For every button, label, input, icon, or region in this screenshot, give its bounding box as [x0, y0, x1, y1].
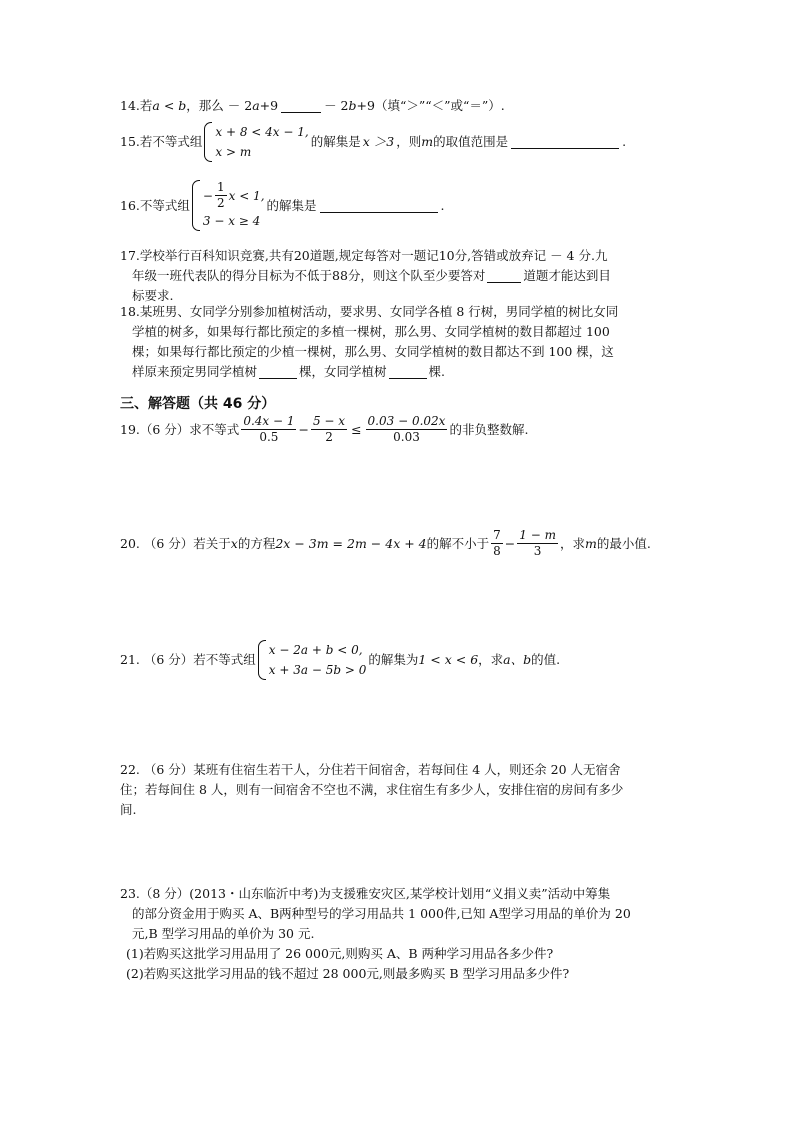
q21-inequality-system: [258, 640, 367, 680]
q20-fraction-2: [517, 528, 558, 559]
q15-system-line-1: x + 8 < 4x − 1,: [215, 125, 309, 139]
q20-text-d: ，求: [559, 535, 585, 551]
q18-line-3: 棵；如果每行都比预定的少植一棵树，那么男、女同学植树的数目都达不到 100 棵，这: [132, 344, 614, 359]
left-brace-icon: [258, 640, 266, 680]
q18-line-4-c: 棵.: [428, 364, 446, 379]
q19-fraction-2-numerator: 5 − x: [312, 414, 346, 428]
question-22: [120, 760, 700, 820]
q20-var-m: m: [584, 535, 597, 551]
q14-number: 14.: [120, 98, 140, 113]
q20-minus-sign: −: [504, 535, 516, 551]
question-21: [120, 640, 700, 680]
q20-text-c: 的解不小于: [426, 535, 490, 551]
q19-text-b: 的非负整数解.: [449, 421, 529, 437]
q19-fraction-1-denominator: 0.5: [259, 430, 279, 444]
q19-fraction-2-denominator: 2: [325, 430, 333, 444]
q18-boys-blank[interactable]: [259, 365, 297, 379]
q17-line-3: 标要求.: [132, 288, 174, 303]
section-heading: 三、解答题（共 46 分）: [120, 396, 276, 412]
q19-leq-sign: ≤: [351, 421, 362, 437]
question-15: [120, 122, 700, 162]
q18-line-1: 18.某班男、女同学分别参加植树活动，要求男、女同学各植 8 行树，男同学植的树比女同: [120, 304, 619, 319]
q19-fraction-2: [311, 414, 347, 445]
q16-text-b: 的解集是: [266, 197, 317, 213]
q19-fraction-3-numerator: 0.03 − 0.02x: [367, 414, 446, 428]
q14-text-a: 若: [139, 98, 153, 113]
q17-answer-blank[interactable]: [487, 269, 521, 283]
q18-girls-blank[interactable]: [389, 365, 427, 379]
q14-var-b: b: [348, 98, 357, 113]
q16-number: 16.: [120, 197, 140, 213]
q20-fraction-2-numerator: 1 − m: [519, 528, 556, 542]
q15-var: m: [421, 134, 434, 149]
q16-inequality-system: [192, 180, 265, 231]
q18-line-4-a: 样原来预定男同学植树: [132, 364, 258, 379]
q15-system-line-2: x > m: [215, 145, 252, 159]
q23-line-3: 元,B 型学习用品的单价为 30 元.: [132, 926, 315, 941]
left-brace-icon: [204, 122, 212, 162]
question-14: [120, 96, 700, 116]
question-23: [120, 884, 700, 984]
q18-line-4: [120, 362, 700, 382]
q22-line-3: 间.: [120, 802, 137, 817]
q20-text-b: 的方程: [237, 535, 276, 551]
q20-var-x: x: [230, 535, 238, 551]
q16-fraction-numerator: 1: [216, 180, 225, 194]
q16-minus-sign: −: [202, 188, 213, 203]
q17-line-2-a: 年级一班代表队的得分目标为不低于88分，则这个队至少要答对: [132, 268, 486, 283]
q20-fraction-2-denominator: 3: [533, 544, 542, 558]
q15-answer-blank[interactable]: [511, 135, 619, 149]
q23-line-1: 23.（8 分）(2013・山东临沂中考)为支援雅安灾区,某学校计划用“义捐义卖”活动中筹集: [120, 886, 611, 901]
q14-var-a: a: [252, 98, 260, 113]
q14-condition: a < b: [152, 98, 187, 113]
q21-system-line-1: x − 2a + b < 0,: [268, 643, 363, 657]
q16-end: .: [440, 197, 445, 213]
q17-line-2: [120, 266, 700, 286]
question-18: [120, 302, 700, 382]
q21-text-b: 的解集为: [368, 652, 419, 667]
q18-line-4-b: 棵，女同学植树: [299, 364, 387, 379]
question-17: [120, 246, 700, 306]
q16-system-line-2: 3 − x ≥ 4: [202, 214, 261, 228]
q19-fraction-1: [241, 414, 296, 445]
q16-fraction: [215, 180, 227, 211]
question-20: [120, 528, 700, 559]
q18-line-2: 学植的树多，如果每行都比预定的多植一棵树，那么男、女同学植树的数目都超过 100: [132, 324, 610, 339]
q23-line-2: 的部分资金用于购买 A、B两种型号的学习用品共 1 000件,已知 A型学习用品的单价为 20: [132, 906, 631, 921]
left-brace-icon: [192, 180, 200, 231]
q14-answer-blank[interactable]: [281, 99, 321, 113]
q22-line-2: 住；若每间住 8 人，则有一间宿舍不空也不满，求住宿生有多少人，安排住宿的房间有多少: [120, 782, 624, 797]
question-16: [120, 180, 700, 231]
q19-fraction-1-numerator: 0.4x − 1: [243, 414, 295, 428]
q20-equation: 2x − 3m = 2m − 4x + 4: [275, 535, 427, 551]
q21-vars: a、b: [503, 652, 532, 667]
q21-text-d: 的值.: [531, 652, 561, 667]
q15-text-b: 的解集是: [310, 134, 361, 149]
q14-text-d: － 2: [324, 98, 349, 113]
q15-text-d: 的取值范围是: [433, 134, 509, 149]
q21-condition: 1 < x < 6: [418, 652, 479, 667]
q19-text-a: 19.（6 分）求不等式: [120, 421, 240, 437]
q17-line-2-b: 道题才能达到目: [523, 268, 611, 283]
q16-text-a: 不等式组: [139, 197, 190, 213]
q22-line-1: 22. （6 分）某班有住宿生若干人，分住若干间宿舍，若每间住 4 人，则还余 20 人无宿舍: [120, 762, 621, 777]
q15-inequality-system: [204, 122, 308, 162]
q20-text-a: 20. （6 分）若关于: [120, 535, 231, 551]
q16-answer-blank[interactable]: [320, 199, 438, 213]
q23-subquestion-2: (2)若购买这批学习用品的钱不超过 28 000元,则最多购买 B 型学习用品多少件?: [126, 966, 570, 981]
q20-fraction-1: [491, 528, 503, 559]
q15-number: 15.: [120, 134, 140, 149]
q14-text-c: +9: [259, 98, 279, 113]
q19-fraction-3: [366, 414, 448, 445]
q21-system-line-2: x + 3a − 5b > 0: [268, 663, 367, 677]
q19-minus-sign: −: [298, 421, 309, 437]
question-19: [120, 414, 700, 445]
q21-text-c: ，求: [478, 652, 504, 667]
q14-text-b: ，那么 － 2: [186, 98, 253, 113]
q21-text-a: 21. （6 分）若不等式组: [120, 652, 256, 667]
q15-text-a: 若不等式组: [139, 134, 203, 149]
q15-end: .: [622, 134, 627, 149]
q16-fraction-denominator: 2: [216, 196, 225, 210]
q14-text-e: +9（填“＞”“＜”或“＝”）.: [356, 98, 505, 113]
q19-fraction-3-denominator: 0.03: [393, 430, 420, 444]
q23-subquestion-1: (1)若购买这批学习用品用了 26 000元,则购买 A、B 两种学习用品各多少件?: [126, 946, 554, 961]
q16-system-line-1: [203, 180, 265, 211]
q17-line-1: 17.学校举行百科知识竞赛,共有20道题,规定每答对一题记10分,答错或放弃记 － 4 分.九: [120, 248, 608, 263]
q20-text-e: 的最小值.: [596, 535, 651, 551]
q15-condition: x ＞3: [362, 134, 395, 149]
q15-text-c: ，则: [396, 134, 422, 149]
q20-fraction-1-numerator: 7: [493, 528, 501, 542]
q20-fraction-1-denominator: 8: [493, 544, 501, 558]
q16-line-1-rest: x < 1,: [228, 188, 265, 203]
